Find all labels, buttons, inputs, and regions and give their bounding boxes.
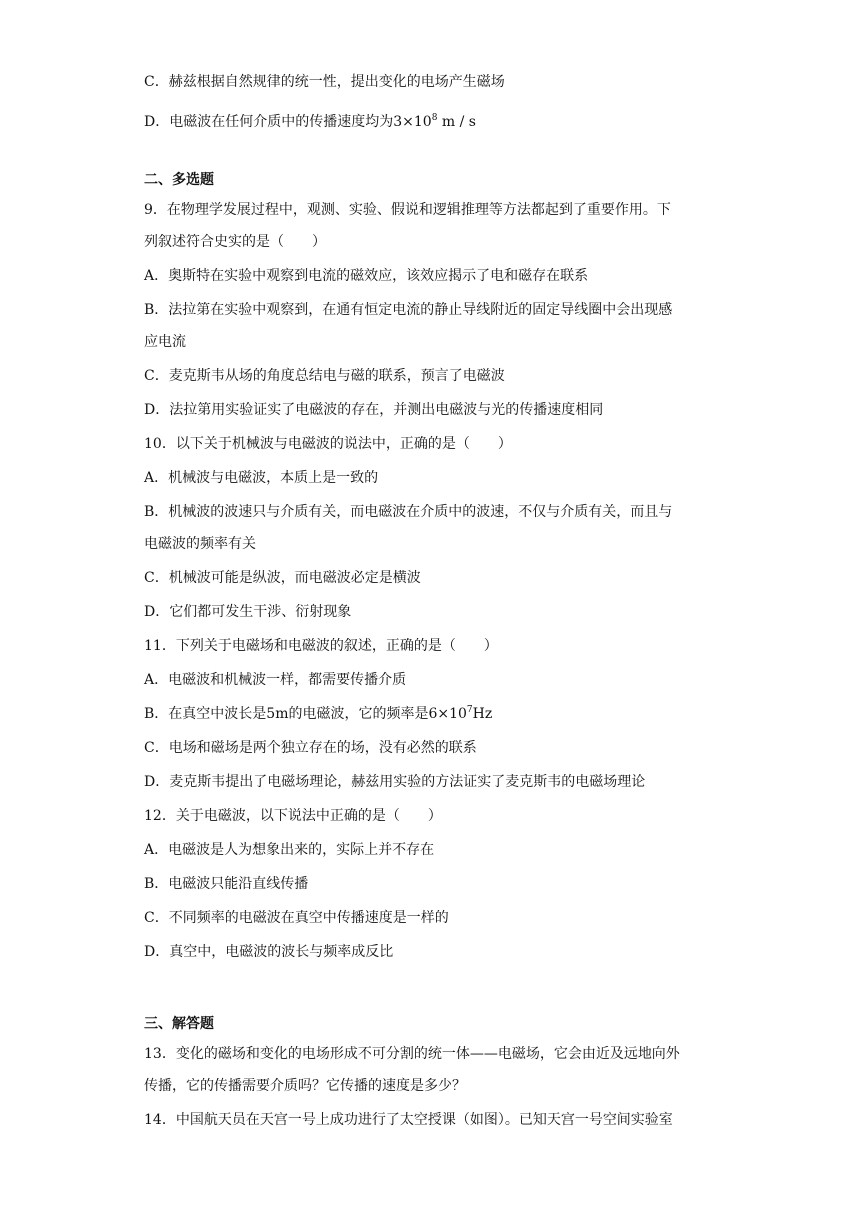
q9-option-a: A．奥斯特在实验中观察到电流的磁效应，该效应揭示了电和磁存在联系 (144, 268, 589, 284)
prev-option-d-exponent: 8 (431, 113, 438, 123)
prev-option-d-prefix: D．电磁波在任何介质中的传播速度均为3×10 (144, 114, 432, 130)
q10-option-c: C．机械波可能是纵波，而电磁波必定是横波 (144, 570, 421, 586)
q9-option-b-line1: B．法拉第在实验中观察到，在通有恒定电流的静止导线附近的固定导线圈中会出现感 (144, 302, 673, 318)
section-3-heading: 三、解答题 (144, 1016, 214, 1032)
q9-option-d: D．法拉第用实验证实了电磁波的存在，并测出电磁波与光的传播速度相同 (144, 402, 604, 418)
q11-stem: 11．下列关于电磁场和电磁波的叙述，正确的是（ ） (144, 638, 498, 654)
q12-option-c: C．不同频率的电磁波在真空中传播速度是一样的 (144, 910, 449, 926)
q10-option-b-line1: B．机械波的波速只与介质有关，而电磁波在介质中的波速，不仅与介质有关，而且与 (144, 504, 673, 520)
q12-stem: 12．关于电磁波，以下说法中正确的是（ ） (144, 808, 442, 824)
q9-option-c: C．麦克斯韦从场的角度总结电与磁的联系，预言了电磁波 (144, 368, 505, 384)
prev-option-d (144, 112, 476, 132)
q12-option-a: A．电磁波是人为想象出来的，实际上并不存在 (144, 842, 435, 858)
q10-option-d: D．它们都可发生干涉、衍射现象 (144, 604, 352, 620)
q12-option-b: B．电磁波只能沿直线传播 (144, 876, 309, 892)
q9-stem-line2: 列叙述符合史实的是（ ） (144, 234, 326, 250)
section-2-heading: 二、多选题 (144, 172, 214, 188)
q11-option-b-exponent: 7 (466, 705, 473, 715)
q11-option-d: D．麦克斯韦提出了电磁场理论，赫兹用实验的方法证实了麦克斯韦的电磁场理论 (144, 774, 646, 790)
q14-line1: 14．中国航天员在天宫一号上成功进行了太空授课（如图）。已知天宫一号空间实验室 (144, 1112, 673, 1128)
q10-stem: 10．以下关于机械波与电磁波的说法中，正确的是（ ） (144, 436, 512, 452)
q9-option-b-line2: 应电流 (144, 334, 186, 350)
q12-option-d: D．真空中，电磁波的波长与频率成反比 (144, 944, 394, 960)
q11-option-b-prefix: B．在真空中波长是5m的电磁波，它的频率是6×10 (144, 706, 467, 722)
q13-line2: 传播，它的传播需要介质吗？它传播的速度是多少？ (144, 1078, 466, 1094)
q11-option-b-unit: Hz (472, 706, 493, 722)
q11-option-a: A．电磁波和机械波一样，都需要传播介质 (144, 672, 407, 688)
q13-line1: 13．变化的磁场和变化的电场形成不可分割的统一体——电磁场，它会由近及远地向外 (144, 1046, 680, 1062)
q10-option-a: A．机械波与电磁波，本质上是一致的 (144, 470, 379, 486)
q10-option-b-line2: 电磁波的频率有关 (144, 536, 256, 552)
prev-option-c: C．赫兹根据自然规律的统一性，提出变化的电场产生磁场 (144, 74, 505, 90)
q9-stem-line1: 9．在物理学发展过程中，观测、实验、假说和逻辑推理等方法都起到了重要作用。下 (144, 202, 671, 218)
q11-option-c: C．电场和磁场是两个独立存在的场，没有必然的联系 (144, 740, 477, 756)
prev-option-d-unit: m / s (437, 114, 476, 130)
q11-option-b (144, 704, 492, 724)
